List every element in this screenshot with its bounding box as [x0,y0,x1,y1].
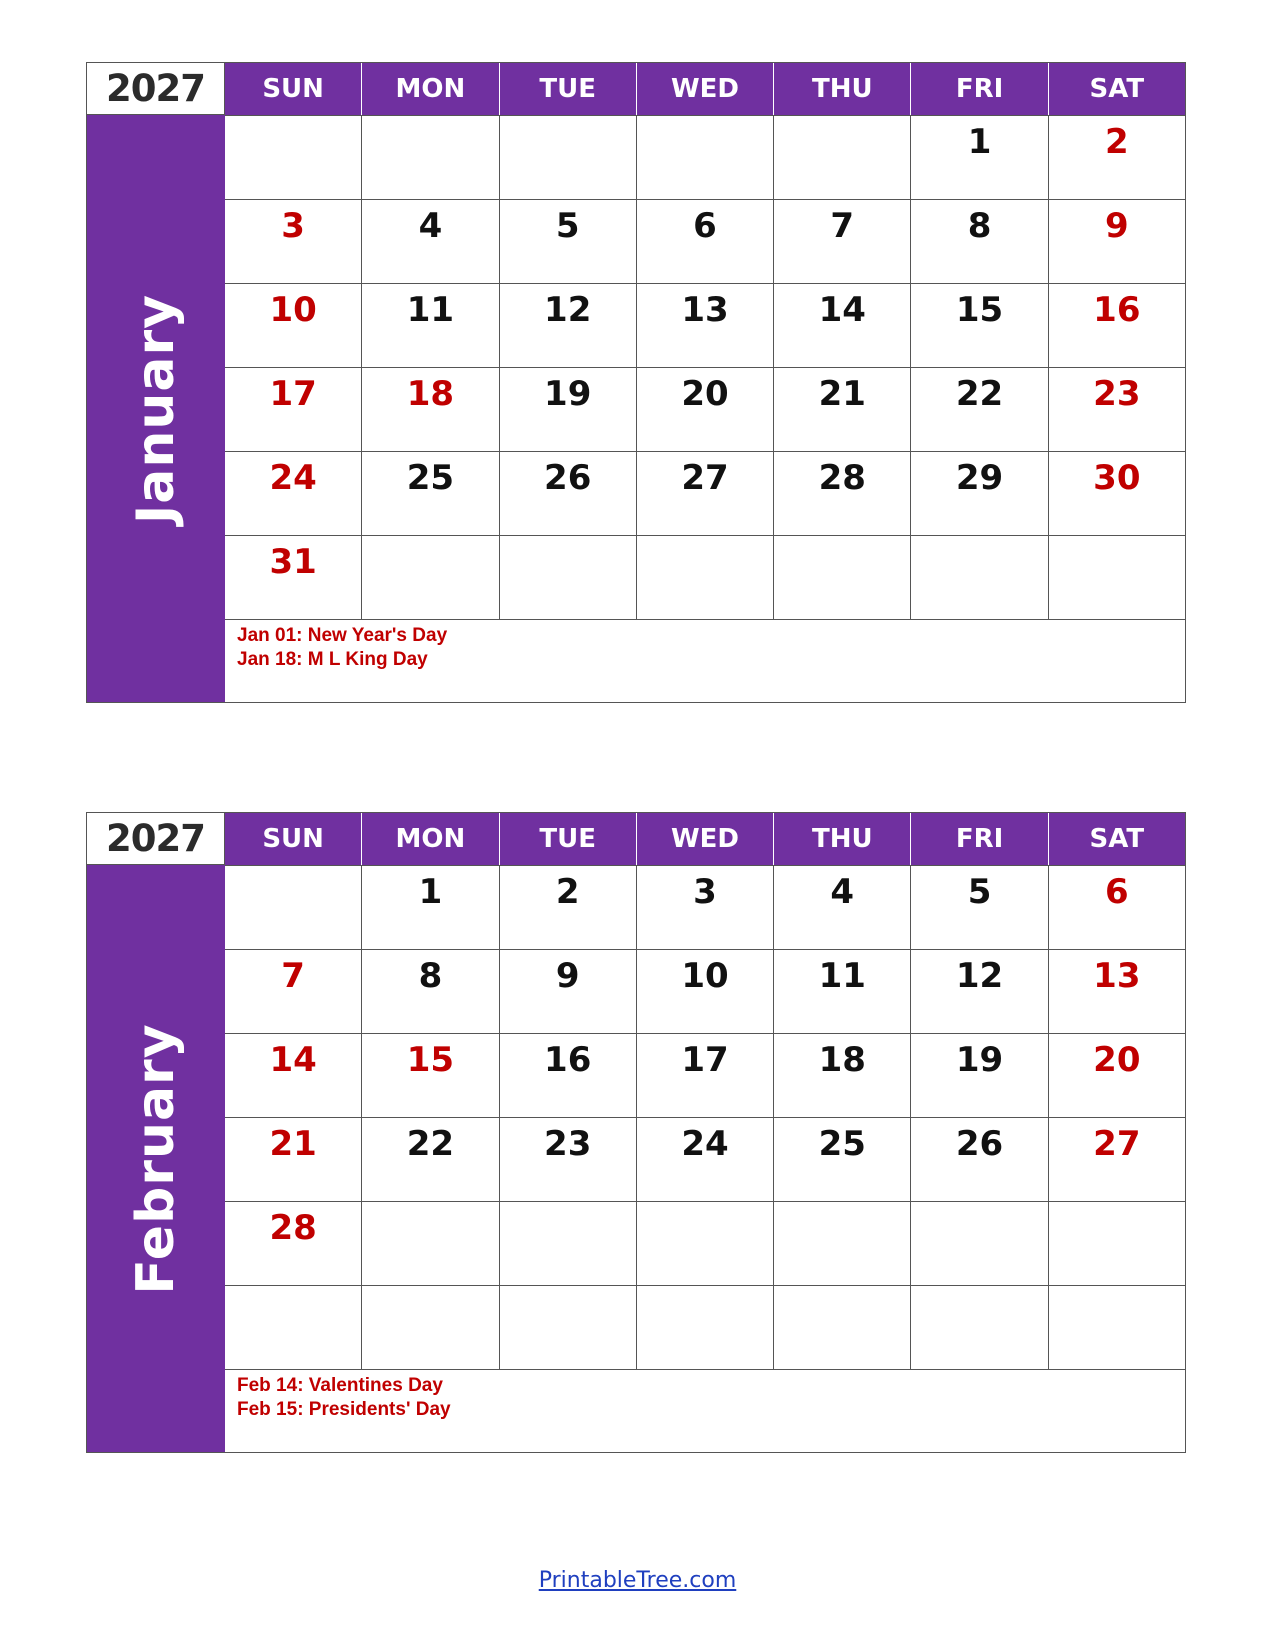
day-cell: 7 [773,200,910,283]
weekday-header-cell: THU [773,63,910,115]
day-cell: 9 [499,950,636,1033]
week-row [225,1201,1185,1285]
day-cell: 10 [269,290,317,330]
day-cell: 19 [910,1034,1047,1117]
week-row [225,949,1185,1033]
weekday-header-cell: WED [636,813,773,865]
day-cell: 3 [281,206,305,246]
week-row [225,1117,1185,1201]
day-cell [225,1286,361,1369]
month-sidebar [87,813,225,1452]
day-cell: 25 [361,452,498,535]
weekday-header-cell: SAT [1048,63,1185,115]
day-cell: 23 [1048,368,1185,451]
day-cell: 12 [499,284,636,367]
day-cell: 13 [636,284,773,367]
day-cell [1048,1286,1185,1369]
weekday-header-cell: SUN [262,74,324,104]
day-cell [1048,536,1185,619]
weekday-header [225,63,1185,115]
week-row [225,199,1185,283]
day-cell [225,866,361,949]
weekday-header-cell: FRI [910,813,1047,865]
day-cell: 16 [499,1034,636,1117]
day-cell [636,536,773,619]
weekday-header-cell: FRI [910,63,1047,115]
day-cell: 5 [910,866,1047,949]
day-cell: 1 [361,866,498,949]
day-cell: 7 [281,956,305,996]
weeks [225,115,1185,619]
day-cell [773,1286,910,1369]
day-cell: 22 [361,1118,498,1201]
day-cell: 9 [1048,200,1185,283]
day-cell: 1 [910,116,1047,199]
day-cell: 22 [910,368,1047,451]
day-cell: 19 [499,368,636,451]
day-cell: 28 [269,1208,317,1248]
day-cell [1048,1202,1185,1285]
day-cell: 25 [773,1118,910,1201]
month-name: February [126,1022,186,1295]
year-label: 2027 [106,67,205,110]
day-cell: 8 [361,950,498,1033]
day-cell: 2 [1048,116,1185,199]
day-cell [225,116,361,199]
day-cell [499,1202,636,1285]
day-cell: 14 [773,284,910,367]
day-cell: 15 [361,1034,498,1117]
day-cell: 27 [636,452,773,535]
day-cell [361,1286,498,1369]
day-cell [636,116,773,199]
day-cell [361,116,498,199]
day-cell: 4 [361,200,498,283]
day-cell [361,1202,498,1285]
day-grid [225,813,1185,1452]
day-cell: 21 [269,1124,317,1164]
day-cell [499,116,636,199]
weekday-header-cell: MON [361,63,498,115]
day-cell: 8 [910,200,1047,283]
printabletree-link[interactable]: PrintableTree.com [538,1568,737,1593]
day-cell [636,1286,773,1369]
day-cell: 3 [636,866,773,949]
weekday-header-cell: MON [361,813,498,865]
day-cell: 21 [773,368,910,451]
day-cell [773,1202,910,1285]
day-cell: 5 [499,200,636,283]
weekday-header-cell: SAT [1048,813,1185,865]
day-cell: 31 [269,542,317,582]
day-cell: 6 [636,200,773,283]
day-cell: 27 [1048,1118,1185,1201]
week-row [225,1285,1185,1369]
day-cell [499,536,636,619]
day-cell: 15 [910,284,1047,367]
week-row [225,283,1185,367]
day-cell [910,1202,1047,1285]
day-cell: 10 [636,950,773,1033]
month-sidebar [87,63,225,702]
week-row [225,865,1185,949]
weekday-header [225,813,1185,865]
day-cell: 11 [773,950,910,1033]
weekday-header-cell: WED [636,63,773,115]
week-row [225,535,1185,619]
day-cell [910,1286,1047,1369]
day-cell: 29 [910,452,1047,535]
footer [0,1568,1275,1593]
day-cell: 12 [910,950,1047,1033]
day-cell: 24 [269,458,317,498]
day-cell: 16 [1048,284,1185,367]
calendar-february [86,812,1186,1453]
year-label: 2027 [106,817,205,860]
day-cell [910,536,1047,619]
week-row [225,1033,1185,1117]
day-cell: 20 [636,368,773,451]
weekday-header-cell: THU [773,813,910,865]
day-cell [361,536,498,619]
holiday-notes [225,619,1185,704]
day-cell: 28 [773,452,910,535]
year-box [87,63,225,115]
day-cell: 26 [499,452,636,535]
holiday-notes [225,1369,1185,1454]
day-cell: 18 [773,1034,910,1117]
day-cell [636,1202,773,1285]
day-cell: 30 [1048,452,1185,535]
day-cell: 17 [636,1034,773,1117]
day-cell: 23 [499,1118,636,1201]
calendar-january [86,62,1186,703]
day-cell: 17 [269,374,317,414]
week-row [225,451,1185,535]
day-cell: 4 [773,866,910,949]
day-cell: 2 [499,866,636,949]
holiday-note: Jan 18: M L King Day [237,649,428,670]
day-cell: 20 [1048,1034,1185,1117]
day-cell: 18 [361,368,498,451]
day-cell: 24 [636,1118,773,1201]
day-cell: 11 [361,284,498,367]
weekday-header-cell: SUN [262,824,324,854]
day-cell: 14 [269,1040,317,1080]
day-cell [499,1286,636,1369]
day-cell [773,536,910,619]
holiday-note: Feb 15: Presidents' Day [237,1399,451,1420]
day-cell: 6 [1048,866,1185,949]
holiday-note: Feb 14: Valentines Day [237,1375,443,1396]
day-cell [773,116,910,199]
weekday-header-cell: TUE [499,813,636,865]
weeks [225,865,1185,1369]
day-cell: 26 [910,1118,1047,1201]
weekday-header-cell: TUE [499,63,636,115]
month-name: January [126,293,186,524]
week-row [225,115,1185,199]
year-box [87,813,225,865]
week-row [225,367,1185,451]
day-cell: 13 [1048,950,1185,1033]
holiday-note: Jan 01: New Year's Day [237,625,448,646]
day-grid [225,63,1185,702]
